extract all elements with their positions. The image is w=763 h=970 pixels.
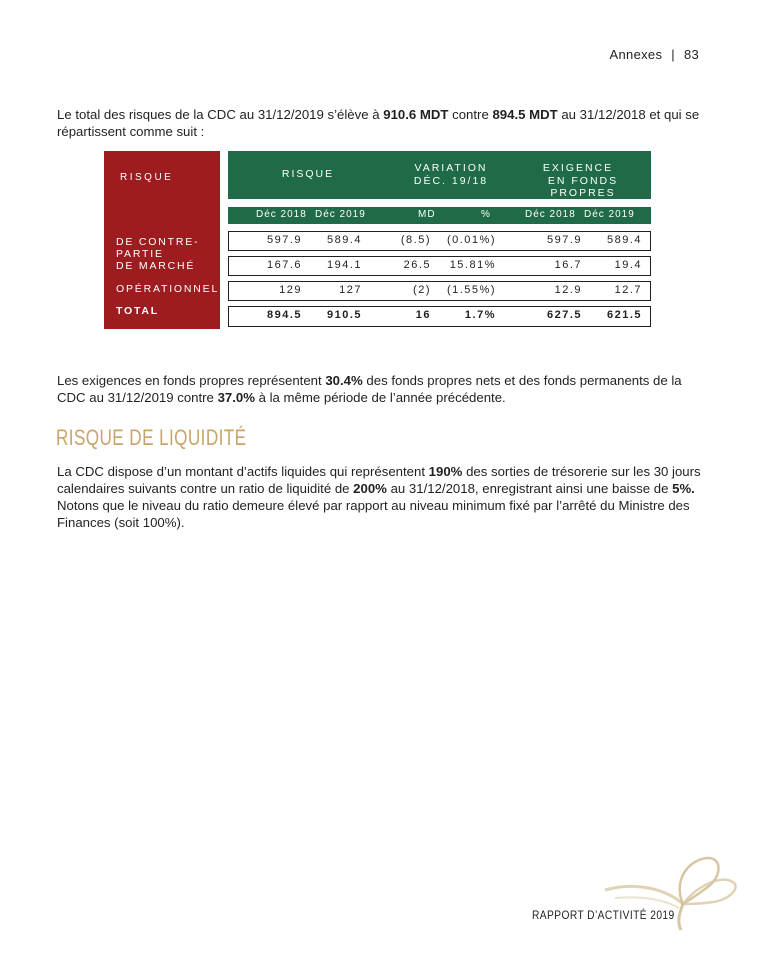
table-cell: 627.5 <box>546 309 582 321</box>
table-cell: 910.5 <box>326 309 362 321</box>
table-row <box>228 281 651 301</box>
text: au 31/12/2018 et qui se répartissent comme suit : <box>57 107 700 139</box>
capital-requirements-paragraph <box>57 372 711 406</box>
text: des sorties de trésorerie sur les 30 jours calendaires suivants contre un ratio de liquidité de <box>57 464 701 496</box>
subheader: Déc 2019 <box>584 209 635 220</box>
bold-text: 37.0% <box>217 390 255 405</box>
text: contre <box>448 107 493 122</box>
column-subheader-row <box>228 207 651 224</box>
table-cell: 16.7 <box>554 259 582 271</box>
intro-paragraph <box>57 106 711 140</box>
page-number: 83 <box>683 47 699 62</box>
group-header-exigence-1: EXIGENCE <box>542 162 614 174</box>
table-cell: 26.5 <box>403 259 431 271</box>
table-cell: 589.4 <box>326 234 362 246</box>
table-cell: (0.01%) <box>446 234 496 246</box>
row-label: DE MARCHÉ <box>116 260 196 272</box>
text: Notons que le niveau du ratio demeure élevé par rapport au niveau minimum fixé par l’arrêté du Ministre des Finances (soit 100%). <box>57 498 690 530</box>
column-group-header <box>228 151 651 199</box>
table-cell: 167.6 <box>266 259 302 271</box>
subheader: Déc 2018 <box>256 209 307 220</box>
subheader: Déc 2019 <box>315 209 366 220</box>
table-cell: (1.55%) <box>446 284 496 296</box>
table-cell: 16 <box>415 309 431 321</box>
page-header <box>610 47 699 62</box>
risk-table <box>104 151 651 329</box>
table-cell: 129 <box>279 284 302 296</box>
text: au 31/12/2018, enregistrant ainsi une baisse de <box>386 481 673 496</box>
table-cell: (8.5) <box>400 234 431 246</box>
table-row <box>228 256 651 276</box>
subheader: % <box>481 209 491 220</box>
row-label: DE CONTRE- PARTIE <box>116 236 200 260</box>
bold-text: 190% <box>428 464 463 479</box>
text: des fonds propres nets et des fonds permanents de la CDC au 31/12/2019 contre <box>57 373 682 405</box>
header-section: Annexes <box>609 47 663 62</box>
section-title: RISQUE DE LIQUIDITÉ <box>56 425 247 450</box>
table-cell: 894.5 <box>266 309 302 321</box>
header-separator: | <box>671 47 675 62</box>
table-row <box>228 231 651 251</box>
table-cell: 15.81% <box>449 259 496 271</box>
row-header: RISQUE <box>120 172 174 183</box>
row-label-total: TOTAL <box>116 305 160 317</box>
table-cell: (2) <box>413 284 431 296</box>
table-row-total <box>228 306 651 327</box>
table-cell: 194.1 <box>326 259 362 271</box>
text: La CDC dispose d’un montant d’actifs liquides qui représentent <box>57 464 429 479</box>
bold-text: 910.6 MDT <box>383 107 449 122</box>
subheader: Déc 2018 <box>525 209 576 220</box>
table-cell: 1.7% <box>464 309 496 321</box>
footer-title: RAPPORT D’ACTIVITÉ 2019 <box>532 908 675 922</box>
text: Les exigences en fonds propres représentent <box>57 373 326 388</box>
bold-text: 894.5 MDT <box>492 107 558 122</box>
subheader: MD <box>418 209 436 220</box>
table-cell: 12.9 <box>554 284 582 296</box>
table-cell: 597.9 <box>546 234 582 246</box>
table-cell: 127 <box>339 284 362 296</box>
liquidity-paragraph <box>57 463 711 531</box>
bold-text: 30.4% <box>325 373 363 388</box>
group-header-exigence-2: EN FONDS PROPRES <box>547 175 619 199</box>
text: Le total des risques de la CDC au 31/12/2019 s’élève à <box>57 107 384 122</box>
table-cell: 589.4 <box>606 234 642 246</box>
bold-text: 5%. <box>672 481 695 496</box>
table-cell: 621.5 <box>606 309 642 321</box>
text: à la même période de l’année précédente. <box>254 390 506 405</box>
group-header-variation-2: DÉC. 19/18 <box>413 175 489 187</box>
group-header-risque: RISQUE <box>281 168 335 180</box>
table-cell: 19.4 <box>614 259 642 271</box>
table-cell: 12.7 <box>614 284 642 296</box>
table-cell: 597.9 <box>266 234 302 246</box>
bold-text: 200% <box>353 481 387 496</box>
row-label-column <box>104 151 220 329</box>
row-label: OPÉRATIONNEL <box>116 283 220 295</box>
group-header-variation-1: VARIATION <box>414 162 488 174</box>
